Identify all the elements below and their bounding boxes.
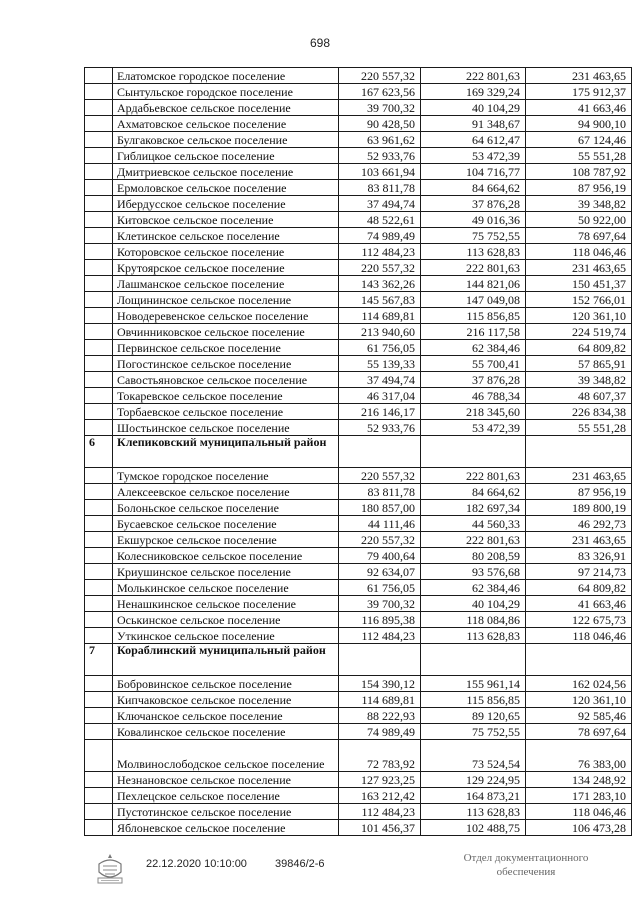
value-year-3-cell: 162 024,56: [526, 676, 632, 692]
settlement-name-cell: Тумское городское поселение: [113, 468, 339, 484]
value-year-3-cell: 150 451,37: [526, 276, 632, 292]
value-year-3-cell: 226 834,38: [526, 404, 632, 420]
value-year-1-cell: 112 484,23: [339, 244, 421, 260]
settlement-name-cell: Криушинское сельское поселение: [113, 564, 339, 580]
value-year-2-cell: 222 801,63: [421, 532, 526, 548]
settlement-row: [85, 628, 632, 644]
value-year-1-cell: 220 557,32: [339, 68, 421, 84]
value-year-2-cell: 40 104,29: [421, 596, 526, 612]
row-index-cell: [85, 740, 113, 772]
settlement-name-cell: Уткинское сельское поселение: [113, 628, 339, 644]
row-index-cell: [85, 564, 113, 580]
value-year-3-cell: 106 473,28: [526, 820, 632, 836]
settlement-name-cell: Погостинское сельское поселение: [113, 356, 339, 372]
value-year-2-cell: 147 049,08: [421, 292, 526, 308]
value-year-1-cell: 216 146,17: [339, 404, 421, 420]
row-index-cell: [85, 804, 113, 820]
row-index-cell: [85, 580, 113, 596]
settlement-row: [85, 612, 632, 628]
settlement-name-cell: Китовское сельское поселение: [113, 212, 339, 228]
settlement-row: [85, 676, 632, 692]
settlement-row: [85, 484, 632, 500]
stamp-line-2: обеспечения: [496, 866, 556, 878]
settlement-row: [85, 820, 632, 836]
value-year-2-cell: 169 329,24: [421, 84, 526, 100]
value-year-2-cell: 40 104,29: [421, 100, 526, 116]
value-year-2-cell: 75 752,55: [421, 724, 526, 740]
footer-document-id: 39846/2-6: [275, 858, 325, 870]
row-index-cell: [85, 68, 113, 84]
value-year-1-cell: 145 567,83: [339, 292, 421, 308]
value-year-3-cell: 118 046,46: [526, 244, 632, 260]
settlement-row: [85, 100, 632, 116]
row-index-cell: [85, 788, 113, 804]
settlement-row: [85, 196, 632, 212]
value-year-1-cell: 92 634,07: [339, 564, 421, 580]
settlement-row: [85, 724, 632, 740]
settlement-row: [85, 276, 632, 292]
row-index-cell: [85, 164, 113, 180]
value-year-1-cell: 114 689,81: [339, 308, 421, 324]
row-index-cell: [85, 500, 113, 516]
budget-table-body: [85, 68, 632, 836]
value-year-3-cell: 175 912,37: [526, 84, 632, 100]
settlement-name-cell: Сынтульское городское поселение: [113, 84, 339, 100]
settlement-row: [85, 292, 632, 308]
settlement-name-cell: Ахматовское сельское поселение: [113, 116, 339, 132]
value-year-2-cell: 62 384,46: [421, 340, 526, 356]
value-year-1-cell: 52 933,76: [339, 420, 421, 436]
value-year-3-cell: 189 800,19: [526, 500, 632, 516]
value-year-2-cell: 55 700,41: [421, 356, 526, 372]
value-year-1-cell: [339, 436, 421, 468]
row-index-cell: [85, 276, 113, 292]
settlement-name-cell: Ненашкинское сельское поселение: [113, 596, 339, 612]
value-year-3-cell: 41 663,46: [526, 100, 632, 116]
settlement-row: [85, 132, 632, 148]
row-index-cell: [85, 596, 113, 612]
value-year-1-cell: 90 428,50: [339, 116, 421, 132]
value-year-2-cell: 53 472,39: [421, 420, 526, 436]
settlement-row: [85, 692, 632, 708]
value-year-3-cell: [526, 436, 632, 468]
value-year-3-cell: 48 607,37: [526, 388, 632, 404]
settlement-row: [85, 772, 632, 788]
row-index-cell: [85, 548, 113, 564]
value-year-3-cell: 94 900,10: [526, 116, 632, 132]
value-year-3-cell: 152 766,01: [526, 292, 632, 308]
value-year-1-cell: 39 700,32: [339, 100, 421, 116]
value-year-1-cell: [339, 644, 421, 676]
row-index-cell: [85, 324, 113, 340]
row-index-cell: [85, 420, 113, 436]
settlement-name-cell: Бусаевское сельское поселение: [113, 516, 339, 532]
value-year-1-cell: 55 139,33: [339, 356, 421, 372]
value-year-1-cell: 39 700,32: [339, 596, 421, 612]
settlement-name-cell: Молвинослободское сельское поселение: [113, 740, 339, 772]
settlement-name-cell: Кипчаковское сельское поселение: [113, 692, 339, 708]
value-year-3-cell: 50 922,00: [526, 212, 632, 228]
settlement-name-cell: Екшурское сельское поселение: [113, 532, 339, 548]
value-year-1-cell: 167 623,56: [339, 84, 421, 100]
settlement-name-cell: Токаревское сельское поселение: [113, 388, 339, 404]
settlement-row: [85, 84, 632, 100]
settlement-name-cell: Алексеевское сельское поселение: [113, 484, 339, 500]
row-index-cell: [85, 116, 113, 132]
value-year-3-cell: 76 383,00: [526, 740, 632, 772]
value-year-1-cell: 74 989,49: [339, 228, 421, 244]
row-index-cell: [85, 212, 113, 228]
row-index-cell: [85, 356, 113, 372]
row-index-cell: 7: [85, 644, 113, 676]
value-year-2-cell: 222 801,63: [421, 68, 526, 84]
value-year-1-cell: 74 989,49: [339, 724, 421, 740]
settlement-row: [85, 532, 632, 548]
settlement-row: [85, 740, 632, 772]
settlement-name-cell: Первинское сельское поселение: [113, 340, 339, 356]
settlement-row: [85, 244, 632, 260]
settlement-row: [85, 788, 632, 804]
settlement-name-cell: Дмитриевское сельское поселение: [113, 164, 339, 180]
value-year-3-cell: 57 865,91: [526, 356, 632, 372]
settlement-name-cell: Оськинское сельское поселение: [113, 612, 339, 628]
settlement-name-cell: Пехлецское сельское поселение: [113, 788, 339, 804]
row-index-cell: [85, 692, 113, 708]
value-year-3-cell: 64 809,82: [526, 580, 632, 596]
settlement-row: [85, 500, 632, 516]
row-index-cell: [85, 628, 113, 644]
row-index-cell: [85, 676, 113, 692]
value-year-1-cell: 154 390,12: [339, 676, 421, 692]
settlement-name-cell: Лашманское сельское поселение: [113, 276, 339, 292]
row-index-cell: [85, 468, 113, 484]
value-year-3-cell: 231 463,65: [526, 68, 632, 84]
settlement-row: [85, 260, 632, 276]
settlement-name-cell: Гиблицкое сельское поселение: [113, 148, 339, 164]
value-year-3-cell: 134 248,92: [526, 772, 632, 788]
value-year-2-cell: 89 120,65: [421, 708, 526, 724]
value-year-1-cell: 213 940,60: [339, 324, 421, 340]
settlement-name-cell: Елатомское городское поселение: [113, 68, 339, 84]
value-year-3-cell: [526, 644, 632, 676]
settlement-name-cell: Ключанское сельское поселение: [113, 708, 339, 724]
settlement-row: [85, 596, 632, 612]
budget-table: [84, 67, 632, 836]
value-year-1-cell: 63 961,62: [339, 132, 421, 148]
value-year-2-cell: 37 876,28: [421, 372, 526, 388]
row-index-cell: 6: [85, 436, 113, 468]
settlement-name-cell: Незнановское сельское поселение: [113, 772, 339, 788]
value-year-1-cell: 52 933,76: [339, 148, 421, 164]
settlement-name-cell: Савостьяновское сельское поселение: [113, 372, 339, 388]
value-year-2-cell: 102 488,75: [421, 820, 526, 836]
value-year-1-cell: 61 756,05: [339, 580, 421, 596]
settlement-row: [85, 580, 632, 596]
value-year-1-cell: 46 317,04: [339, 388, 421, 404]
row-index-cell: [85, 516, 113, 532]
settlement-name-cell: Колесниковское сельское поселение: [113, 548, 339, 564]
value-year-3-cell: 122 675,73: [526, 612, 632, 628]
footer-timestamp: 22.12.2020 10:10:00: [146, 858, 247, 870]
value-year-2-cell: 222 801,63: [421, 260, 526, 276]
settlement-row: [85, 372, 632, 388]
value-year-1-cell: 103 661,94: [339, 164, 421, 180]
row-index-cell: [85, 244, 113, 260]
value-year-2-cell: 222 801,63: [421, 468, 526, 484]
value-year-3-cell: 231 463,65: [526, 260, 632, 276]
settlement-name-cell: Ковалинское сельское поселение: [113, 724, 339, 740]
value-year-3-cell: 108 787,92: [526, 164, 632, 180]
row-index-cell: [85, 708, 113, 724]
value-year-2-cell: 104 716,77: [421, 164, 526, 180]
row-index-cell: [85, 372, 113, 388]
value-year-3-cell: 41 663,46: [526, 596, 632, 612]
value-year-1-cell: 79 400,64: [339, 548, 421, 564]
value-year-2-cell: 44 560,33: [421, 516, 526, 532]
value-year-1-cell: 163 212,42: [339, 788, 421, 804]
settlement-row: [85, 388, 632, 404]
row-index-cell: [85, 388, 113, 404]
settlement-name-cell: Новодеревенское сельское поселение: [113, 308, 339, 324]
settlement-row: [85, 356, 632, 372]
settlement-row: [85, 180, 632, 196]
row-index-cell: [85, 228, 113, 244]
value-year-1-cell: 116 895,38: [339, 612, 421, 628]
value-year-1-cell: 220 557,32: [339, 532, 421, 548]
value-year-3-cell: 87 956,19: [526, 484, 632, 500]
value-year-2-cell: 115 856,85: [421, 692, 526, 708]
value-year-1-cell: 61 756,05: [339, 340, 421, 356]
settlement-name-cell: Которовское сельское поселение: [113, 244, 339, 260]
value-year-1-cell: 83 811,78: [339, 484, 421, 500]
value-year-2-cell: 118 084,86: [421, 612, 526, 628]
value-year-1-cell: 48 522,61: [339, 212, 421, 228]
settlement-row: [85, 516, 632, 532]
row-index-cell: [85, 180, 113, 196]
value-year-3-cell: 83 326,91: [526, 548, 632, 564]
row-index-cell: [85, 404, 113, 420]
settlement-row: [85, 164, 632, 180]
value-year-3-cell: 78 697,64: [526, 228, 632, 244]
settlement-name-cell: Шостьинское сельское поселение: [113, 420, 339, 436]
row-index-cell: [85, 532, 113, 548]
value-year-2-cell: 64 612,47: [421, 132, 526, 148]
row-index-cell: [85, 612, 113, 628]
value-year-2-cell: [421, 436, 526, 468]
row-index-cell: [85, 820, 113, 836]
value-year-2-cell: [421, 644, 526, 676]
settlement-name-cell: Ибердусское сельское поселение: [113, 196, 339, 212]
value-year-2-cell: 113 628,83: [421, 804, 526, 820]
settlement-row: [85, 148, 632, 164]
settlement-name-cell: Клетинское сельское поселение: [113, 228, 339, 244]
row-index-cell: [85, 724, 113, 740]
value-year-1-cell: 112 484,23: [339, 804, 421, 820]
value-year-3-cell: 67 124,46: [526, 132, 632, 148]
row-index-cell: [85, 84, 113, 100]
settlement-row: [85, 468, 632, 484]
value-year-3-cell: 231 463,65: [526, 468, 632, 484]
value-year-3-cell: 64 809,82: [526, 340, 632, 356]
coat-of-arms-icon: [93, 852, 127, 886]
row-index-cell: [85, 340, 113, 356]
value-year-2-cell: 80 208,59: [421, 548, 526, 564]
value-year-2-cell: 62 384,46: [421, 580, 526, 596]
settlement-name-cell: Ардабьевское сельское поселение: [113, 100, 339, 116]
settlement-row: [85, 548, 632, 564]
value-year-1-cell: 44 111,46: [339, 516, 421, 532]
settlement-name-cell: Лощининское сельское поселение: [113, 292, 339, 308]
value-year-3-cell: 231 463,65: [526, 532, 632, 548]
value-year-1-cell: 220 557,32: [339, 468, 421, 484]
row-index-cell: [85, 196, 113, 212]
stamp-line-1: Отдел документационного: [463, 852, 589, 864]
value-year-1-cell: 37 494,74: [339, 196, 421, 212]
settlement-row: [85, 228, 632, 244]
value-year-2-cell: 129 224,95: [421, 772, 526, 788]
value-year-3-cell: 120 361,10: [526, 692, 632, 708]
value-year-3-cell: 120 361,10: [526, 308, 632, 324]
value-year-1-cell: 127 923,25: [339, 772, 421, 788]
settlement-name-cell: Молькинское сельское поселение: [113, 580, 339, 596]
settlement-name-cell: Ермоловское сельское поселение: [113, 180, 339, 196]
value-year-3-cell: 97 214,73: [526, 564, 632, 580]
value-year-2-cell: 75 752,55: [421, 228, 526, 244]
settlement-name-cell: Яблоневское сельское поселение: [113, 820, 339, 836]
row-index-cell: [85, 100, 113, 116]
value-year-2-cell: 49 016,36: [421, 212, 526, 228]
value-year-3-cell: 92 585,46: [526, 708, 632, 724]
settlement-name-cell: Булгаковское сельское поселение: [113, 132, 339, 148]
value-year-2-cell: 37 876,28: [421, 196, 526, 212]
value-year-2-cell: 218 345,60: [421, 404, 526, 420]
settlement-row: [85, 804, 632, 820]
settlement-row: [85, 340, 632, 356]
row-index-cell: [85, 484, 113, 500]
settlement-row: [85, 212, 632, 228]
row-index-cell: [85, 132, 113, 148]
row-index-cell: [85, 292, 113, 308]
value-year-2-cell: 84 664,62: [421, 180, 526, 196]
value-year-2-cell: 113 628,83: [421, 628, 526, 644]
value-year-2-cell: 84 664,62: [421, 484, 526, 500]
row-index-cell: [85, 772, 113, 788]
settlement-name-cell: Пустотинское сельское поселение: [113, 804, 339, 820]
settlement-row: [85, 404, 632, 420]
value-year-1-cell: 88 222,93: [339, 708, 421, 724]
value-year-1-cell: 114 689,81: [339, 692, 421, 708]
settlement-row: [85, 708, 632, 724]
settlement-name-cell: Болоньское сельское поселение: [113, 500, 339, 516]
settlement-row: [85, 420, 632, 436]
value-year-3-cell: 118 046,46: [526, 628, 632, 644]
value-year-2-cell: 91 348,67: [421, 116, 526, 132]
settlement-name-cell: Овчинниковское сельское поселение: [113, 324, 339, 340]
settlement-row: [85, 116, 632, 132]
department-stamp: [446, 851, 606, 879]
value-year-1-cell: 101 456,37: [339, 820, 421, 836]
settlement-row: [85, 324, 632, 340]
value-year-2-cell: 182 697,34: [421, 500, 526, 516]
district-row: [85, 436, 632, 468]
value-year-3-cell: 46 292,73: [526, 516, 632, 532]
value-year-3-cell: 55 551,28: [526, 148, 632, 164]
value-year-2-cell: 144 821,06: [421, 276, 526, 292]
settlement-name-cell: Бобровинское сельское поселение: [113, 676, 339, 692]
value-year-1-cell: 112 484,23: [339, 628, 421, 644]
value-year-3-cell: 55 551,28: [526, 420, 632, 436]
settlement-row: [85, 564, 632, 580]
page-number: 698: [309, 36, 331, 50]
value-year-3-cell: 39 348,82: [526, 196, 632, 212]
settlement-name-cell: Торбаевское сельское поселение: [113, 404, 339, 420]
value-year-2-cell: 113 628,83: [421, 244, 526, 260]
value-year-2-cell: 46 788,34: [421, 388, 526, 404]
value-year-2-cell: 164 873,21: [421, 788, 526, 804]
value-year-2-cell: 73 524,54: [421, 740, 526, 772]
value-year-2-cell: 155 961,14: [421, 676, 526, 692]
value-year-2-cell: 93 576,68: [421, 564, 526, 580]
value-year-3-cell: 78 697,64: [526, 724, 632, 740]
row-index-cell: [85, 308, 113, 324]
value-year-1-cell: 180 857,00: [339, 500, 421, 516]
value-year-1-cell: 220 557,32: [339, 260, 421, 276]
value-year-3-cell: 224 519,74: [526, 324, 632, 340]
value-year-2-cell: 216 117,58: [421, 324, 526, 340]
value-year-2-cell: 53 472,39: [421, 148, 526, 164]
page-footer: [0, 848, 640, 898]
settlement-name-cell: Клепиковский муниципальный район: [113, 436, 339, 468]
value-year-3-cell: 39 348,82: [526, 372, 632, 388]
value-year-1-cell: 72 783,92: [339, 740, 421, 772]
value-year-2-cell: 115 856,85: [421, 308, 526, 324]
value-year-3-cell: 118 046,46: [526, 804, 632, 820]
settlement-name-cell: Кораблинский муниципальный район: [113, 644, 339, 676]
value-year-1-cell: 83 811,78: [339, 180, 421, 196]
value-year-1-cell: 37 494,74: [339, 372, 421, 388]
row-index-cell: [85, 148, 113, 164]
row-index-cell: [85, 260, 113, 276]
settlement-row: [85, 68, 632, 84]
value-year-1-cell: 143 362,26: [339, 276, 421, 292]
value-year-3-cell: 171 283,10: [526, 788, 632, 804]
settlement-row: [85, 308, 632, 324]
value-year-3-cell: 87 956,19: [526, 180, 632, 196]
settlement-name-cell: Крутоярское сельское поселение: [113, 260, 339, 276]
district-row: [85, 644, 632, 676]
